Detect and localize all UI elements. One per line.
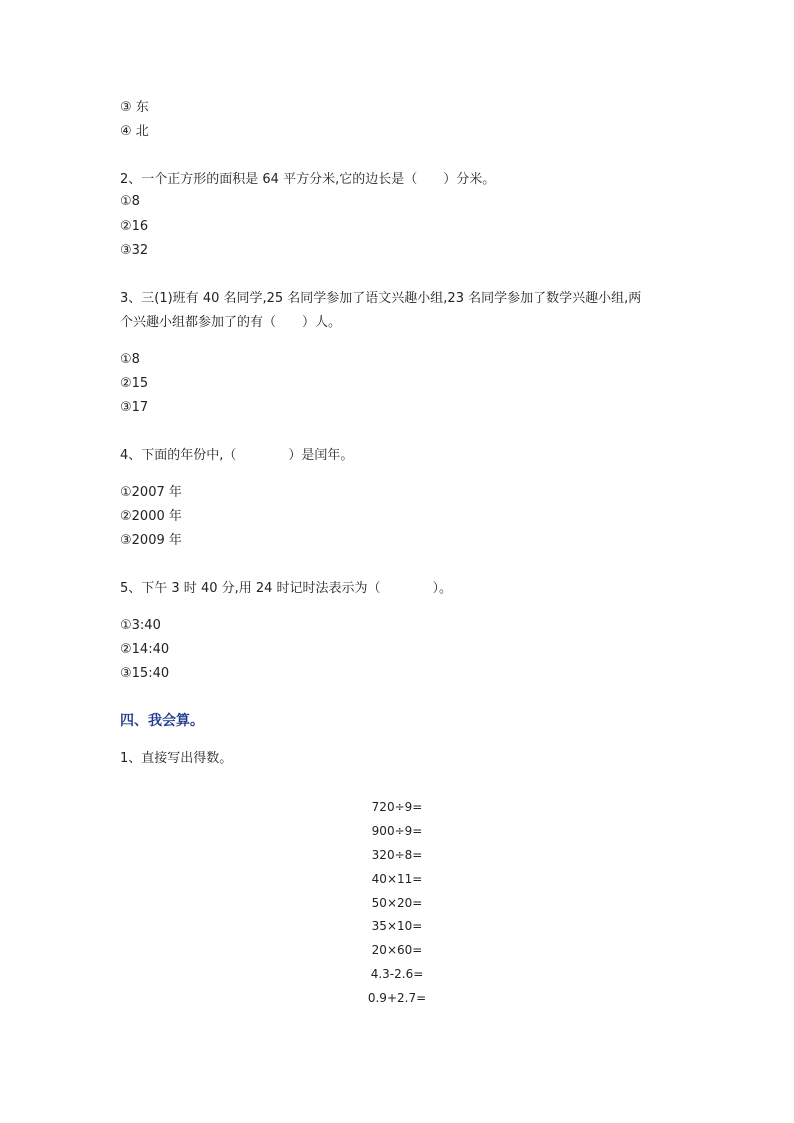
calculation-item: 20×60= [371, 943, 423, 957]
section-4-heading: 四、我会算。 [120, 713, 204, 729]
q2-stem: 2、一个正方形的面积是 64 平方分米,它的边长是（ ）分米。 [120, 172, 496, 187]
q4-option-2: ②2000 年 [120, 509, 182, 524]
calculation-item: 4.3-2.6= [370, 967, 424, 981]
q3-option-3: ③17 [120, 400, 149, 415]
calculation-item: 40×11= [371, 872, 423, 886]
q5-option-1: ①3:40 [120, 618, 161, 633]
section-4-subheading: 1、直接写出得数。 [120, 751, 233, 766]
q2-option-2: ②16 [120, 219, 149, 234]
calculation-item: 35×10= [371, 919, 423, 933]
q3-stem-line-1: 3、三(1)班有 40 名同学,25 名同学参加了语文兴趣小组,23 名同学参加了数学兴趣小组,两 [120, 291, 642, 306]
calculation-item: 0.9+2.7= [367, 991, 427, 1005]
q2-option-1: ①8 [120, 194, 140, 209]
q4-option-3: ③2009 年 [120, 533, 182, 548]
q1-option-3: ③ 东 [120, 100, 149, 115]
calculation-item: 720÷9= [371, 800, 423, 814]
q3-option-1: ①8 [120, 352, 140, 367]
q1-option-4: ④ 北 [120, 124, 149, 139]
calculation-item: 320÷8= [371, 848, 423, 862]
q2-option-3: ③32 [120, 243, 149, 258]
calculation-item: 50×20= [371, 896, 423, 910]
calculation-item: 900÷9= [371, 824, 423, 838]
q5-option-3: ③15:40 [120, 666, 170, 681]
q4-stem: 4、下面的年份中,（ ）是闰年。 [120, 448, 354, 463]
q3-stem-line-2: 个兴趣小组都参加了的有（ ）人。 [120, 315, 342, 330]
q3-option-2: ②15 [120, 376, 149, 391]
q4-option-1: ①2007 年 [120, 485, 182, 500]
q5-stem: 5、下午 3 时 40 分,用 24 时记时法表示为（ ）。 [120, 581, 453, 596]
q5-option-2: ②14:40 [120, 642, 170, 657]
